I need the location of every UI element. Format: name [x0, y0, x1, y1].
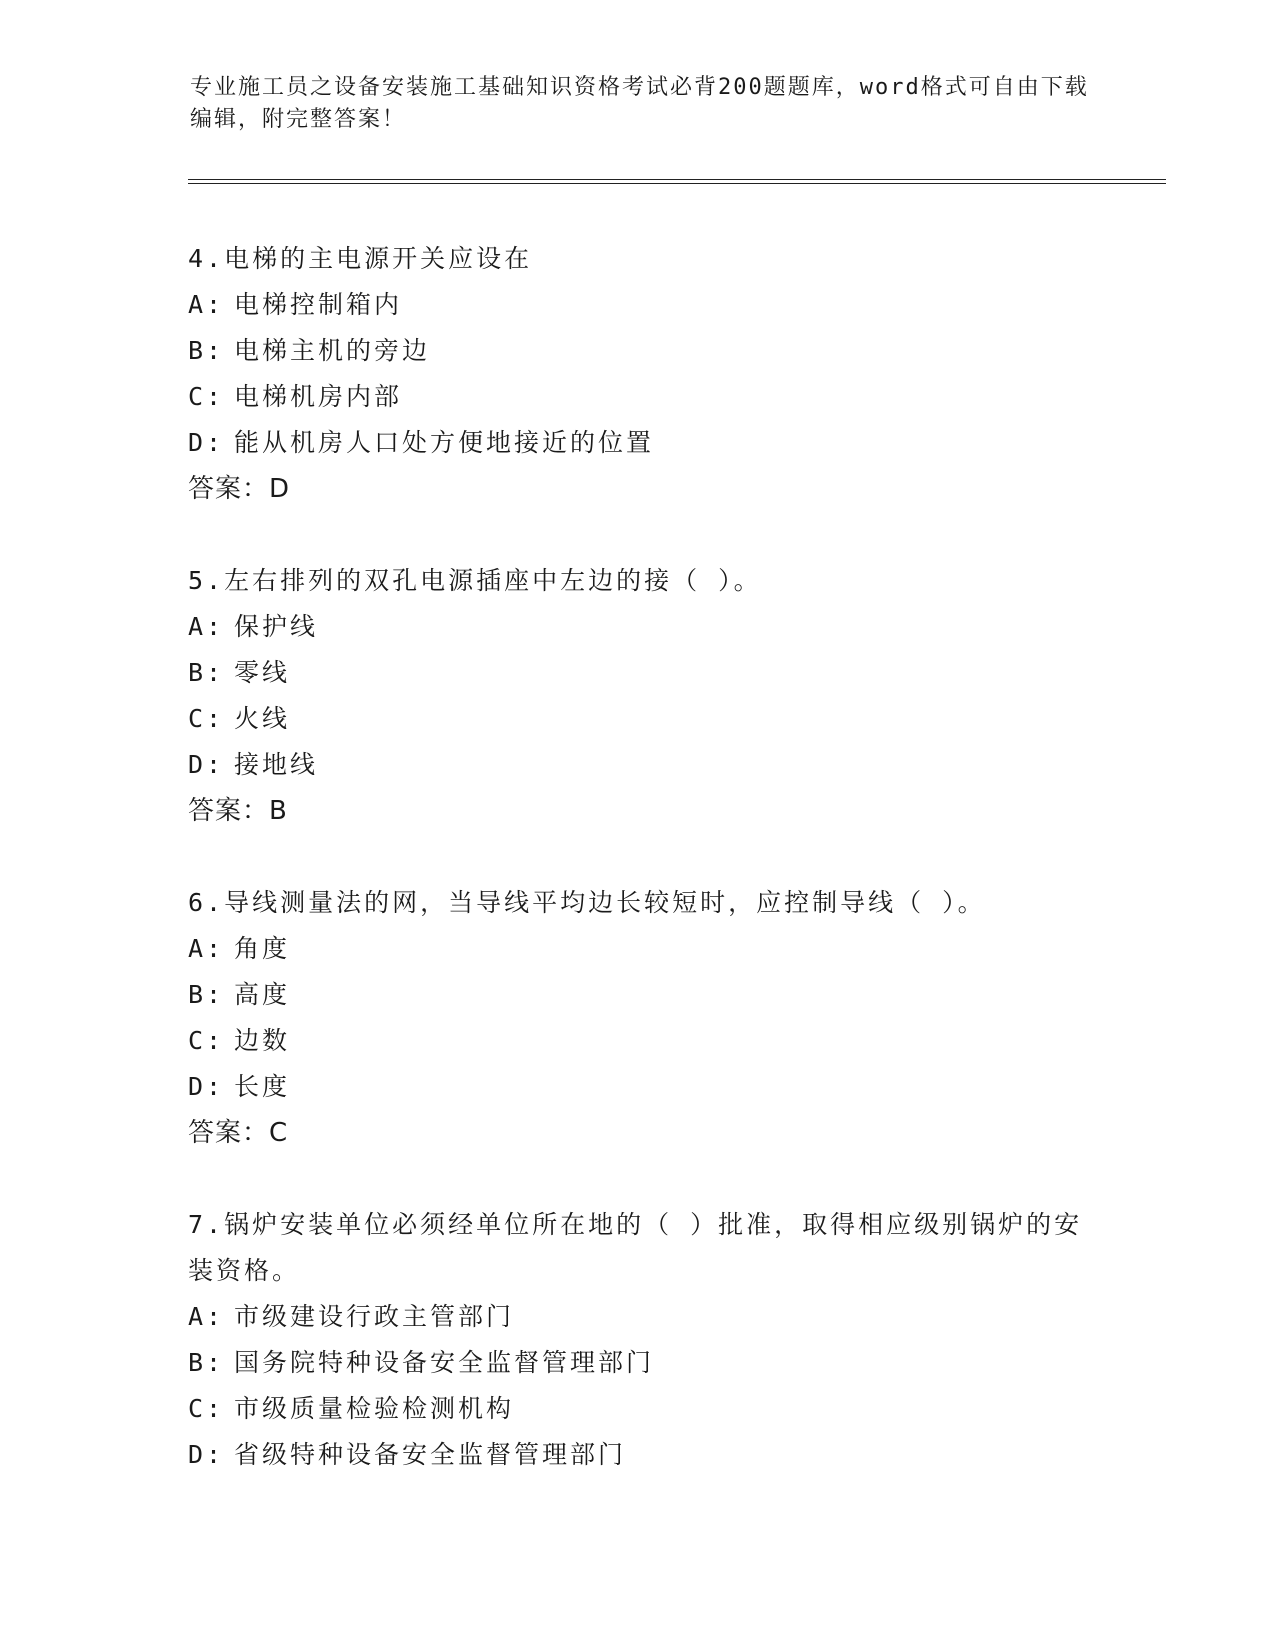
- option-b: [188, 1340, 1088, 1386]
- option-text: 电梯控制箱内: [234, 290, 403, 319]
- option-letter: B:: [188, 658, 225, 687]
- option-c: [188, 1018, 1088, 1064]
- option-a: [188, 282, 1088, 328]
- option-text: 高度: [234, 980, 291, 1009]
- option-letter: D:: [188, 428, 225, 457]
- question-stem: 4.电梯的主电源开关应设在: [188, 244, 533, 273]
- question-stem: 5.左右排列的双孔电源插座中左边的接（ ）。: [188, 566, 762, 595]
- question-stem: 7.锅炉安装单位必须经单位所在地的（ ）批准，取得相应级别锅炉的安装资格。: [188, 1210, 1083, 1285]
- option-b: [188, 650, 1088, 696]
- option-d: [188, 1064, 1088, 1110]
- answer: 答案：C: [188, 1118, 289, 1148]
- question-5: [188, 558, 1088, 834]
- option-text: 接地线: [234, 750, 319, 779]
- option-d: [188, 1432, 1088, 1478]
- option-c: [188, 696, 1088, 742]
- option-letter: C:: [188, 1394, 225, 1423]
- option-c: [188, 374, 1088, 420]
- option-letter: C:: [188, 704, 225, 733]
- option-text: 长度: [234, 1072, 291, 1101]
- option-a: [188, 604, 1088, 650]
- option-letter: C:: [188, 382, 225, 411]
- answer: 答案：B: [188, 796, 288, 826]
- option-letter: C:: [188, 1026, 225, 1055]
- option-letter: A:: [188, 1302, 225, 1331]
- option-letter: A:: [188, 612, 225, 641]
- option-letter: D:: [188, 750, 225, 779]
- option-text: 角度: [234, 934, 291, 963]
- option-d: [188, 742, 1088, 788]
- option-text: 火线: [234, 704, 291, 733]
- option-text: 市级质量检验检测机构: [234, 1394, 515, 1423]
- question-7: [188, 1202, 1088, 1478]
- option-letter: D:: [188, 1072, 225, 1101]
- option-letter: B:: [188, 1348, 225, 1377]
- option-text: 边数: [234, 1026, 291, 1055]
- option-a: [188, 926, 1088, 972]
- option-text: 国务院特种设备安全监督管理部门: [234, 1348, 655, 1377]
- document-header: 专业施工员之设备安装施工基础知识资格考试必背200题题库，word格式可自由下载编辑，附完整答案！: [190, 75, 1089, 132]
- option-text: 保护线: [234, 612, 319, 641]
- option-text: 零线: [234, 658, 291, 687]
- option-text: 电梯主机的旁边: [234, 336, 431, 365]
- option-letter: B:: [188, 336, 225, 365]
- header-divider-bottom: [188, 183, 1166, 184]
- option-text: 电梯机房内部: [234, 382, 403, 411]
- option-b: [188, 972, 1088, 1018]
- question-4: [188, 236, 1088, 512]
- option-text: 省级特种设备安全监督管理部门: [234, 1440, 627, 1469]
- option-letter: B:: [188, 980, 225, 1009]
- answer: 答案：D: [188, 474, 291, 504]
- option-text: 市级建设行政主管部门: [234, 1302, 515, 1331]
- option-text: 能从机房人口处方便地接近的位置: [234, 428, 655, 457]
- option-letter: A:: [188, 290, 225, 319]
- question-stem: 6.导线测量法的网，当导线平均边长较短时，应控制导线（ ）。: [188, 888, 986, 917]
- option-letter: A:: [188, 934, 225, 963]
- option-c: [188, 1386, 1088, 1432]
- option-b: [188, 328, 1088, 374]
- question-6: [188, 880, 1088, 1156]
- option-letter: D:: [188, 1440, 225, 1469]
- option-d: [188, 420, 1088, 466]
- header-divider-top: [188, 179, 1166, 180]
- option-a: [188, 1294, 1088, 1340]
